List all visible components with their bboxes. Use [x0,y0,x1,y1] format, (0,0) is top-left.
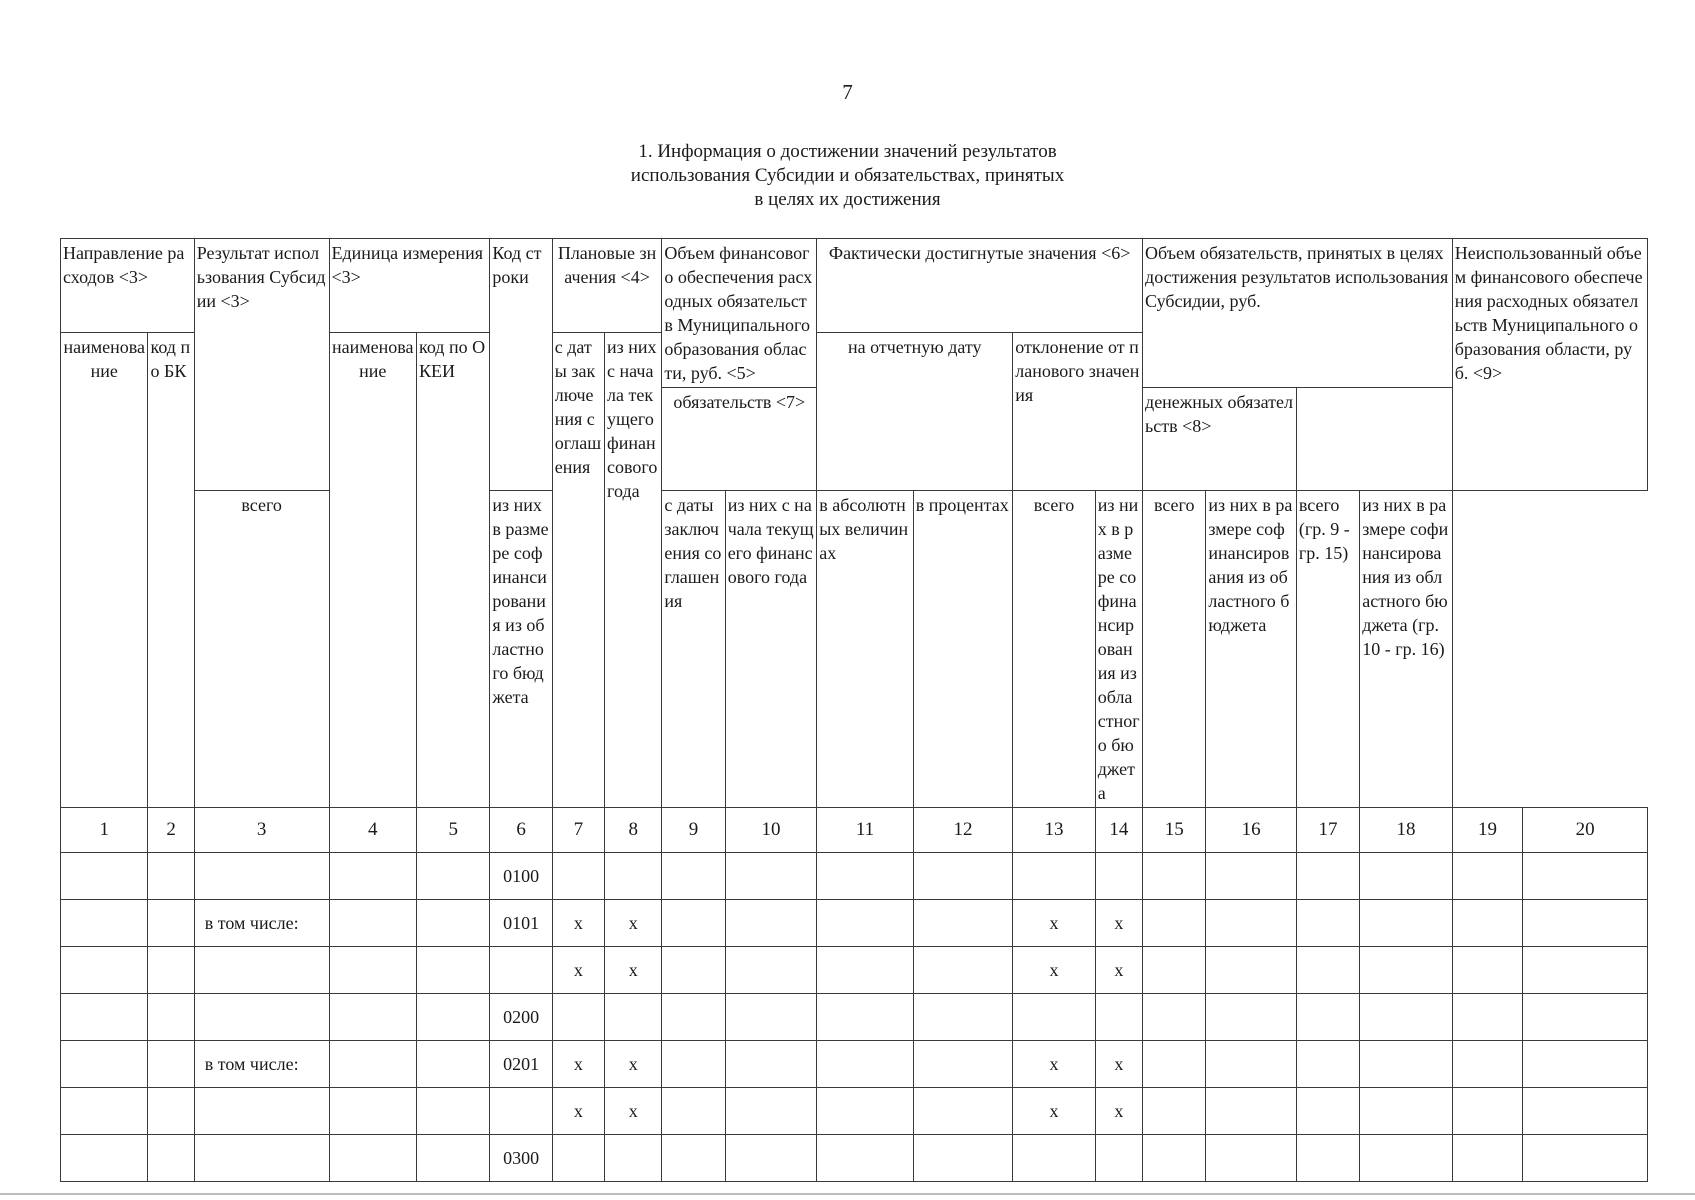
actual-from-agreement-cell[interactable] [817,947,914,994]
actual-from-year-start-cell[interactable] [913,853,1013,900]
bk-code-cell[interactable] [148,1135,194,1182]
funding-cofin-cell[interactable] [725,1135,817,1182]
deviation-absolute-cell[interactable]: x [1013,1041,1095,1088]
bk-code-cell[interactable] [148,900,194,947]
result-cell[interactable] [194,1088,329,1135]
funding-cofin-cell[interactable] [725,900,817,947]
obligations-total-cell[interactable] [1143,853,1206,900]
header-actual: Фактически достигнутые значения <6> [817,239,1143,333]
column-numbers-row [61,808,1648,853]
header-row-code: Код строки [490,239,552,491]
document-title [0,140,1695,212]
result-cell[interactable] [194,1135,329,1182]
report-table [60,238,1648,1182]
column-number: 17 [1296,808,1359,853]
monetary-total-cell[interactable] [1296,853,1359,900]
header-deviation-absolute: в абсолютных величинах [817,491,914,808]
monetary-cofin-cell[interactable] [1360,1088,1453,1135]
result-cell[interactable]: в том числе: [194,1041,329,1088]
monetary-total-cell[interactable] [1296,1041,1359,1088]
actual-from-agreement-cell[interactable] [817,1041,914,1088]
row-code-cell: 0100 [490,853,552,900]
column-number: 20 [1523,808,1648,853]
header-actual-from-year-start: из них с начала текущего финансового года [725,491,817,808]
header-unit-name: наименование [329,333,416,808]
row-code-cell: 0200 [490,994,552,1041]
actual-from-year-start-cell[interactable] [913,947,1013,994]
unit-name-cell[interactable] [329,947,416,994]
monetary-cofin-cell[interactable] [1360,947,1453,994]
header-unit: Единица измерения <3> [329,239,490,333]
column-number: 15 [1143,808,1206,853]
header-funding-total: всего [194,491,329,808]
page-number: 7 [842,80,853,104]
row-code-cell: 0201 [490,1041,552,1088]
column-number: 5 [416,808,489,853]
funding-total-cell[interactable] [662,994,725,1041]
header-monetary-cofin: из них в размере софинансирования из областного бюджета [1206,491,1297,808]
unit-name-cell[interactable] [329,1135,416,1182]
header-deviation-percent: в процентах [913,491,1013,808]
funding-total-cell[interactable] [662,900,725,947]
unit-name-cell[interactable] [329,994,416,1041]
unused-cofin-cell[interactable] [1523,947,1648,994]
header-result: Результат использования Субсидии <3> [194,239,329,491]
planned-from-year-start-cell[interactable]: x [605,1041,662,1088]
header-monetary-8: денежных обязательств <8> [1143,388,1297,491]
header-on-report-date: на отчетную дату [817,333,1013,491]
actual-from-agreement-cell[interactable] [817,994,914,1041]
unit-name-cell[interactable] [329,900,416,947]
header-unused-cofin: из них в размере софинансирования из областного бюджета (гр. 10 - гр. 16) [1360,491,1453,808]
unused-cofin-cell[interactable] [1523,994,1648,1041]
deviation-absolute-cell[interactable] [1013,994,1095,1041]
okei-cell[interactable] [416,1041,489,1088]
obligations-total-cell[interactable] [1143,947,1206,994]
row-code-cell: 0300 [490,1135,552,1182]
unused-total-cell[interactable] [1452,1088,1522,1135]
table-row [61,994,1648,1041]
column-number: 18 [1360,808,1453,853]
column-number: 6 [490,808,552,853]
table-row [61,1088,1648,1135]
header-planned-from-year-start: из них с начала текущего финансового года [605,333,662,808]
unused-total-cell[interactable] [1452,1041,1522,1088]
obligations-total-cell[interactable] [1143,1041,1206,1088]
table-row [61,900,1648,947]
column-number: 1 [61,808,148,853]
bk-code-cell[interactable] [148,947,194,994]
header-planned-from-agreement: с даты заключения соглашения [552,333,604,808]
planned-from-year-start-cell[interactable]: x [605,1088,662,1135]
funding-cofin-cell[interactable] [725,853,817,900]
obligations-cofin-cell[interactable] [1206,1041,1297,1088]
deviation-absolute-cell[interactable]: x [1013,1088,1095,1135]
okei-cell[interactable] [416,947,489,994]
funding-total-cell[interactable] [662,947,725,994]
column-number: 7 [552,808,604,853]
header-funding: Объем финансового обеспечения расходных обязательств Муниципального образования области, руб. <5> [662,239,817,388]
obligations-cofin-cell[interactable] [1206,853,1297,900]
header-actual-from-agreement: с даты заключения соглашения [662,491,725,808]
actual-from-year-start-cell[interactable] [913,1135,1013,1182]
title-line-3: в целях их достижения [754,189,941,210]
column-number: 3 [194,808,329,853]
planned-from-agreement-cell[interactable]: x [552,947,604,994]
monetary-cofin-cell[interactable] [1360,853,1453,900]
monetary-total-cell[interactable] [1296,1088,1359,1135]
deviation-percent-cell[interactable]: x [1095,947,1142,994]
deviation-percent-cell[interactable]: x [1095,1088,1142,1135]
direction-name-cell[interactable] [61,1041,148,1088]
monetary-cofin-cell[interactable] [1360,1135,1453,1182]
column-number: 2 [148,808,194,853]
monetary-total-cell[interactable] [1296,994,1359,1041]
title-line-2: использования Субсидии и обязательствах, принятых [630,165,1065,186]
planned-from-agreement-cell[interactable]: x [552,1041,604,1088]
actual-from-agreement-cell[interactable] [817,1088,914,1135]
direction-name-cell[interactable] [61,947,148,994]
column-number: 13 [1013,808,1095,853]
header-obligations: Объем обязательств, принятых в целях достижения результатов использования Субсидии, руб. [1143,239,1453,388]
planned-from-year-start-cell[interactable] [605,1135,662,1182]
unit-name-cell[interactable] [329,1041,416,1088]
funding-total-cell[interactable] [662,1088,725,1135]
row-code-cell: 0101 [490,900,552,947]
okei-cell[interactable] [416,994,489,1041]
bk-code-cell[interactable] [148,1041,194,1088]
header-unused-total: всего (гр. 9 - гр. 15) [1296,491,1359,808]
title-line-1: 1. Информация о достижении значений результатов [638,141,1057,162]
obligations-total-cell[interactable] [1143,900,1206,947]
column-number: 11 [817,808,914,853]
obligations-total-cell[interactable] [1143,1088,1206,1135]
bk-code-cell[interactable] [148,994,194,1041]
okei-cell[interactable] [416,853,489,900]
result-cell[interactable] [194,994,329,1041]
result-cell[interactable] [194,947,329,994]
header-bk-code: код по БК [148,333,194,808]
unused-cofin-cell[interactable] [1523,900,1648,947]
unit-name-cell[interactable] [329,853,416,900]
funding-cofin-cell[interactable] [725,947,817,994]
deviation-percent-cell[interactable] [1095,853,1142,900]
planned-from-year-start-cell[interactable]: x [605,900,662,947]
planned-from-agreement-cell[interactable]: x [552,900,604,947]
funding-cofin-cell[interactable] [725,1088,817,1135]
table-row [61,1041,1648,1088]
table-row [61,947,1648,994]
obligations-cofin-cell[interactable] [1206,1088,1297,1135]
deviation-absolute-cell[interactable]: x [1013,947,1095,994]
row-code-cell [490,1088,552,1135]
actual-from-agreement-cell[interactable] [817,853,914,900]
header-okei: код по ОКЕИ [416,333,489,808]
column-number: 19 [1452,808,1522,853]
unused-total-cell[interactable] [1452,900,1522,947]
monetary-total-cell[interactable] [1296,900,1359,947]
header-direction-name: наименование [61,333,148,808]
planned-from-year-start-cell[interactable] [605,853,662,900]
obligations-cofin-cell[interactable] [1206,994,1297,1041]
deviation-percent-cell[interactable] [1095,1135,1142,1182]
header-monetary-total: всего [1143,491,1206,808]
bk-code-cell[interactable] [148,853,194,900]
monetary-cofin-cell[interactable] [1360,900,1453,947]
unused-total-cell[interactable] [1452,947,1522,994]
okei-cell[interactable] [416,1088,489,1135]
row-code-cell [490,947,552,994]
unused-total-cell[interactable] [1452,994,1522,1041]
unused-cofin-cell[interactable] [1523,1041,1648,1088]
deviation-percent-cell[interactable]: x [1095,1041,1142,1088]
actual-from-year-start-cell[interactable] [913,900,1013,947]
column-number: 16 [1206,808,1297,853]
planned-from-agreement-cell[interactable] [552,853,604,900]
bk-code-cell[interactable] [148,1088,194,1135]
page-edge-divider [0,1193,1695,1195]
table-row [61,853,1648,900]
column-number: 10 [725,808,817,853]
monetary-total-cell[interactable] [1296,947,1359,994]
obligations-cofin-cell[interactable] [1206,900,1297,947]
column-number: 14 [1095,808,1142,853]
deviation-absolute-cell[interactable] [1013,853,1095,900]
unused-total-cell[interactable] [1452,853,1522,900]
deviation-absolute-cell[interactable] [1013,1135,1095,1182]
funding-total-cell[interactable] [662,1135,725,1182]
planned-from-year-start-cell[interactable]: x [605,947,662,994]
column-number: 8 [605,808,662,853]
unused-total-cell[interactable] [1452,1135,1522,1182]
header-direction: Направление расходов <3> [61,239,195,333]
funding-cofin-cell[interactable] [725,994,817,1041]
monetary-cofin-cell[interactable] [1360,994,1453,1041]
header-obligations-cofin: из них в размере софинансирования из областного бюджета [1095,491,1142,808]
okei-cell[interactable] [416,1135,489,1182]
planned-from-agreement-cell[interactable] [552,1135,604,1182]
monetary-total-cell[interactable] [1296,1135,1359,1182]
header-unused: Неиспользованный объем финансового обеспечения расходных обязательств Муниципального образования области, руб. <9> [1452,239,1647,491]
direction-name-cell[interactable] [61,900,148,947]
obligations-cofin-cell[interactable] [1206,947,1297,994]
deviation-percent-cell[interactable] [1095,994,1142,1041]
header-deviation: отклонение от планового значения [1013,333,1143,491]
unused-cofin-cell[interactable] [1523,1088,1648,1135]
direction-name-cell[interactable] [61,853,148,900]
column-number: 9 [662,808,725,853]
funding-total-cell[interactable] [662,853,725,900]
deviation-absolute-cell[interactable]: x [1013,900,1095,947]
header-obligations-7: обязательств <7> [662,388,817,491]
direction-name-cell[interactable] [61,1135,148,1182]
deviation-percent-cell[interactable]: x [1095,900,1142,947]
header-obligations-total: всего [1013,491,1095,808]
table-row [61,1135,1648,1182]
funding-cofin-cell[interactable] [725,1041,817,1088]
direction-name-cell[interactable] [61,994,148,1041]
unused-cofin-cell[interactable] [1523,853,1648,900]
monetary-cofin-cell[interactable] [1360,1041,1453,1088]
actual-from-year-start-cell[interactable] [913,1041,1013,1088]
direction-name-cell[interactable] [61,1088,148,1135]
planned-from-agreement-cell[interactable]: x [552,1088,604,1135]
obligations-total-cell[interactable] [1143,994,1206,1041]
actual-from-year-start-cell[interactable] [913,1088,1013,1135]
unused-cofin-cell[interactable] [1523,1135,1648,1182]
okei-cell[interactable] [416,900,489,947]
result-cell[interactable]: в том числе: [194,900,329,947]
actual-from-year-start-cell[interactable] [913,994,1013,1041]
planned-from-year-start-cell[interactable] [605,994,662,1041]
column-number: 4 [329,808,416,853]
planned-from-agreement-cell[interactable] [552,994,604,1041]
funding-total-cell[interactable] [662,1041,725,1088]
unit-name-cell[interactable] [329,1088,416,1135]
result-cell[interactable] [194,853,329,900]
column-number: 12 [913,808,1013,853]
actual-from-agreement-cell[interactable] [817,900,914,947]
obligations-total-cell[interactable] [1143,1135,1206,1182]
header-planned: Плановые значения <4> [552,239,662,333]
actual-from-agreement-cell[interactable] [817,1135,914,1182]
obligations-cofin-cell[interactable] [1206,1135,1297,1182]
header-funding-cofin: из них в размере софинансирования из областного бюджета [490,491,552,808]
